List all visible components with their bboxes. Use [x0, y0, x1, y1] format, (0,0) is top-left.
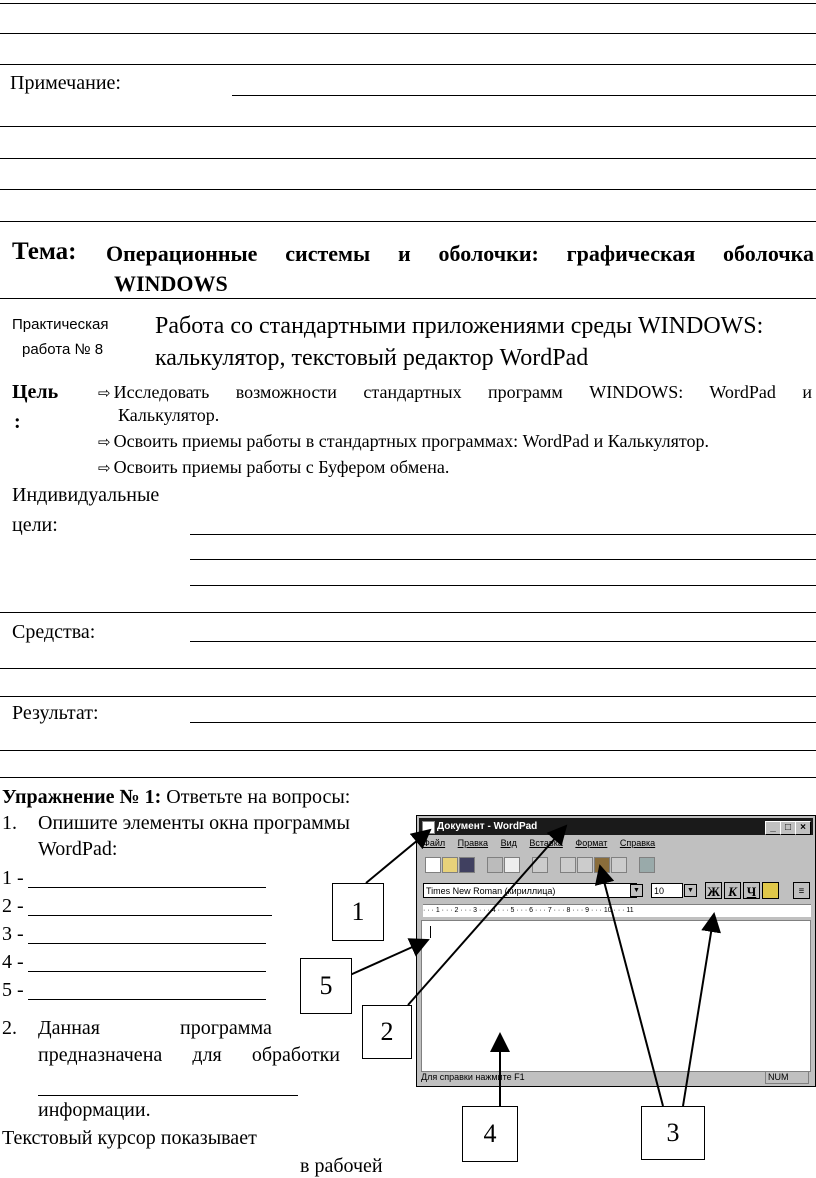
size-dropdown-chevron-down-icon[interactable]: ▼	[684, 884, 697, 897]
menu-format[interactable]: Формат	[575, 838, 608, 848]
individual-goals-label-2: цели:	[12, 514, 58, 536]
question-2-number: 2.	[2, 1017, 17, 1039]
menu-insert[interactable]: Вставка	[529, 838, 563, 848]
menu-file[interactable]: Файл	[423, 838, 446, 848]
theme-label: Тема:	[12, 238, 77, 265]
underline-button[interactable]: Ч	[743, 882, 760, 899]
question-1-number: 1.	[2, 812, 17, 834]
question-1-line1: Опишите элементы окна программы	[38, 812, 350, 834]
goal-label: Цель	[12, 381, 59, 403]
question-1-line2: WordPad:	[38, 838, 118, 860]
font-size-select[interactable]: 10	[651, 883, 683, 898]
font-dropdown-chevron-down-icon[interactable]: ▼	[630, 884, 643, 897]
goal-item-1: ⇨ Исследовать возможности стандартных программ WINDOWS: WordPad и	[98, 381, 812, 404]
goal-item-1-cont: Калькулятор.	[118, 405, 220, 425]
practical-label-line2: работа № 8	[22, 341, 104, 358]
arrow-2	[408, 826, 566, 1005]
blank-2-label: 2 -	[2, 895, 24, 917]
callout-5: 5	[300, 958, 352, 1014]
goal-label-colon: :	[14, 411, 21, 433]
theme-text-line2: WINDOWS	[114, 271, 228, 296]
goal-item-3: ⇨ Освоить приемы работы с Буфером обмена.	[98, 456, 449, 479]
note-label: Примечание:	[10, 72, 121, 94]
blank-5-label: 5 -	[2, 979, 24, 1001]
num-lock-indicator: NUM	[765, 1071, 809, 1084]
menu-edit[interactable]: Правка	[457, 838, 489, 848]
align-left-icon[interactable]: ≡	[793, 882, 810, 899]
arrow-3b	[683, 914, 714, 1106]
arrow-3a	[600, 866, 663, 1106]
theme-text-line1: Операционные системы и оболочки: графическая оболочка	[106, 241, 814, 266]
question-2-line3: информации.	[38, 1099, 151, 1121]
blank-1-label: 1 -	[2, 867, 24, 889]
blank-4-label: 4 -	[2, 951, 24, 973]
callout-4: 4	[462, 1106, 518, 1162]
wordpad-title: Документ - WordPad	[437, 821, 538, 832]
callout-3: 3	[641, 1106, 705, 1160]
exercise-title-rest: Ответьте на вопросы:	[161, 786, 351, 808]
close-button[interactable]: ×	[795, 821, 811, 835]
means-label: Средства:	[12, 621, 96, 643]
question-2-word1: Данная	[38, 1017, 101, 1039]
question-2-word2: программа	[180, 1017, 272, 1039]
callout-1: 1	[332, 883, 384, 941]
maximize-button[interactable]: □	[780, 821, 796, 835]
arrow-1	[366, 830, 430, 883]
exercise-title-bold: Упражнение № 1:	[2, 786, 162, 808]
blank-3-label: 3 -	[2, 923, 24, 945]
italic-button[interactable]: К	[724, 882, 741, 899]
question-2-line2: предназначена для обработки	[38, 1044, 340, 1066]
menu-view[interactable]: Вид	[500, 838, 517, 848]
arrow-5	[350, 940, 428, 975]
goal-item-2: ⇨ Освоить приемы работы в стандартных программах: WordPad и Калькулятор.	[98, 430, 709, 453]
individual-goals-label: Индивидуальные	[12, 484, 160, 506]
bold-button[interactable]: Ж	[705, 882, 722, 899]
practical-title-line1: Работа со стандартными приложениями среды WINDOWS:	[155, 313, 764, 339]
menu-help[interactable]: Справка	[619, 838, 656, 848]
callout-2: 2	[362, 1005, 412, 1059]
font-select[interactable]: Times New Roman (кириллица)	[423, 883, 637, 898]
ruler[interactable]: · · · 1 · · · 2 · · · 3 · · · 4 · · · 5 · · · 6 · · · 7 · · · 8 · · · 9 · · · 10 · · · 11	[423, 904, 811, 917]
cursor-question-cont: в рабочей	[300, 1155, 383, 1177]
result-label: Результат:	[12, 702, 99, 724]
practical-title-line2: калькулятор, текстовый редактор WordPad	[155, 345, 589, 371]
minimize-button[interactable]: _	[765, 821, 781, 835]
practical-label-line1: Практическая	[12, 316, 109, 333]
cursor-question: Текстовый курсор показывает	[2, 1127, 257, 1149]
status-text: Для справки нажмите F1	[421, 1072, 525, 1082]
